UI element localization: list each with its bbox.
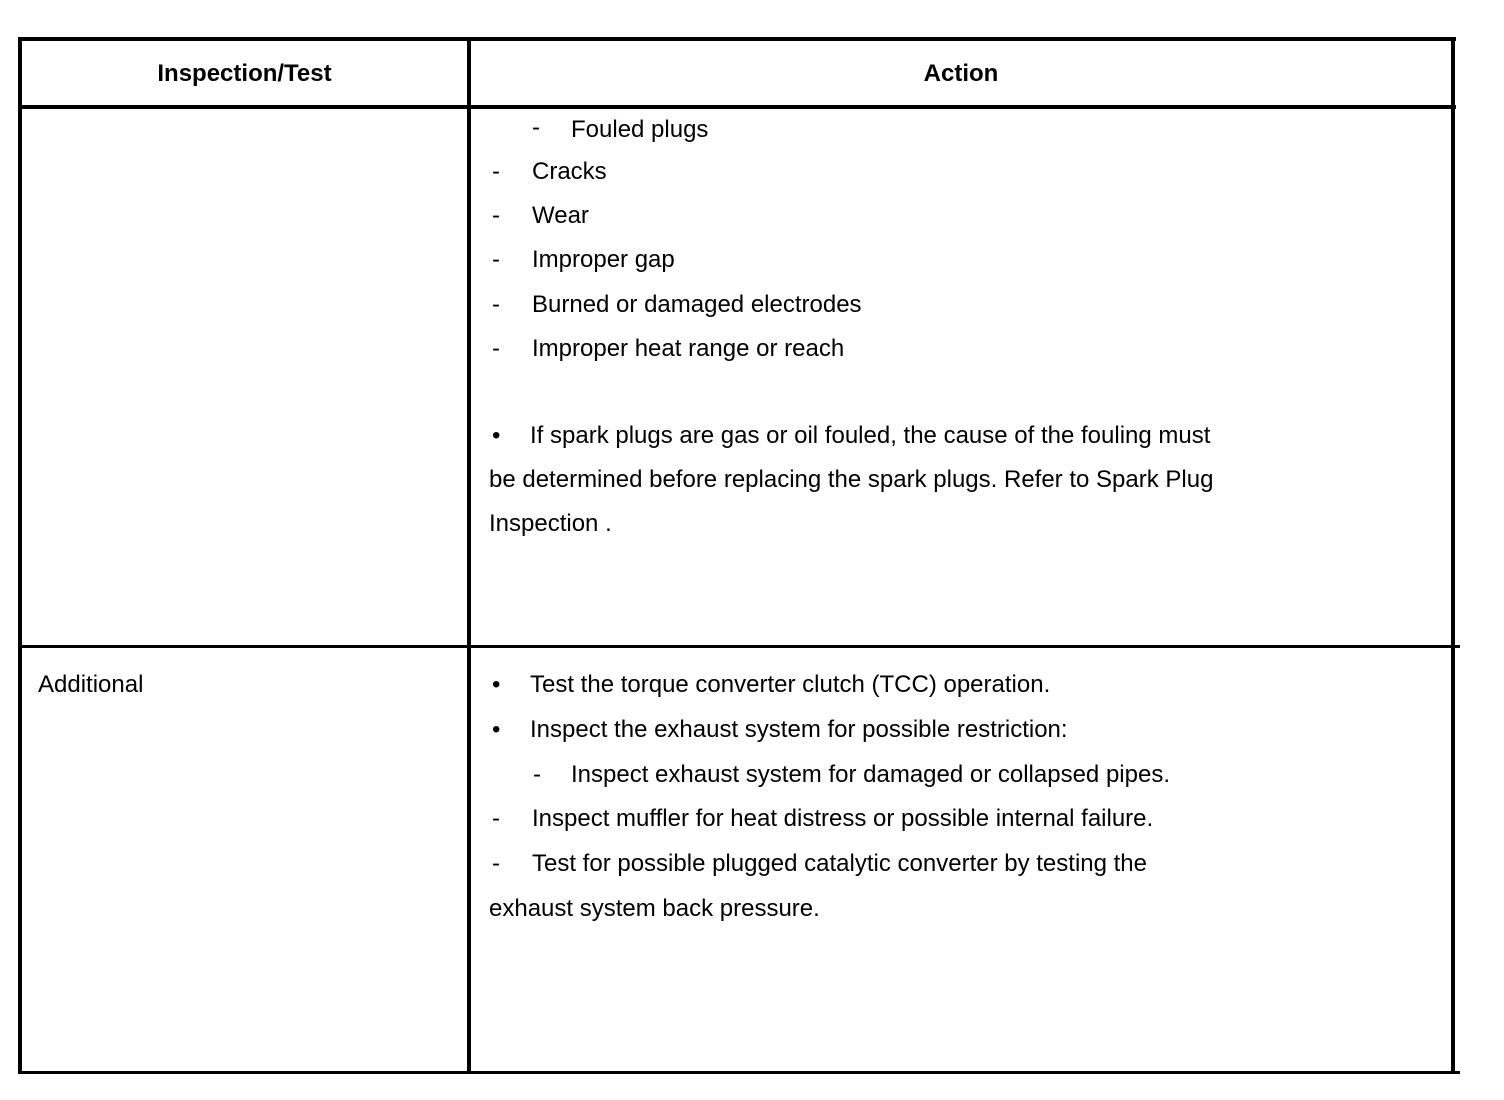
bullet-marker: • xyxy=(492,671,501,698)
list-item: Test for possible plugged catalytic converter by testing the xyxy=(532,850,1147,877)
bullet-marker: • xyxy=(492,716,501,743)
list-item: Improper gap xyxy=(532,246,675,273)
column-divider xyxy=(467,37,471,1074)
dash-marker: - xyxy=(533,761,541,788)
list-item: Improper heat range or reach xyxy=(532,335,845,362)
bullet-marker: • xyxy=(492,422,501,449)
inspection-cell-additional: Additional xyxy=(38,671,144,698)
dash-marker: - xyxy=(492,158,500,185)
dash-marker: - xyxy=(492,291,500,318)
note-line: If spark plugs are gas or oil fouled, the cause of the fouling must xyxy=(530,422,1211,449)
list-item: Inspect exhaust system for damaged or collapsed pipes. xyxy=(571,761,1170,788)
note-line: Inspection . xyxy=(489,510,612,537)
table-right-border xyxy=(1451,37,1455,1074)
table-bottom-border xyxy=(20,1071,1460,1074)
row-divider xyxy=(20,645,1460,648)
list-item: Test the torque converter clutch (TCC) operation. xyxy=(530,671,1051,698)
list-item: Inspect the exhaust system for possible restriction: xyxy=(530,716,1068,743)
list-item: Cracks xyxy=(532,158,607,185)
dash-marker: - xyxy=(492,335,500,362)
dash-marker: - xyxy=(492,202,500,229)
table-top-border xyxy=(18,37,1456,41)
dash-marker: - xyxy=(492,850,500,877)
note-line: be determined before replacing the spark plugs. Refer to Spark Plug xyxy=(489,466,1214,493)
list-item: Inspect muffler for heat distress or possible internal failure. xyxy=(532,805,1154,832)
dash-marker: - xyxy=(532,114,540,141)
dash-marker: - xyxy=(492,805,500,832)
continuation-line: exhaust system back pressure. xyxy=(489,895,820,922)
header-action: Action xyxy=(923,60,999,87)
dash-marker: - xyxy=(492,246,500,273)
list-item: Fouled plugs xyxy=(571,116,709,143)
list-item: Burned or damaged electrodes xyxy=(532,291,862,318)
list-item: Wear xyxy=(532,202,589,229)
header-bottom-border xyxy=(18,105,1456,109)
header-inspection-test: Inspection/Test xyxy=(157,60,332,87)
table-left-border xyxy=(18,37,22,1074)
